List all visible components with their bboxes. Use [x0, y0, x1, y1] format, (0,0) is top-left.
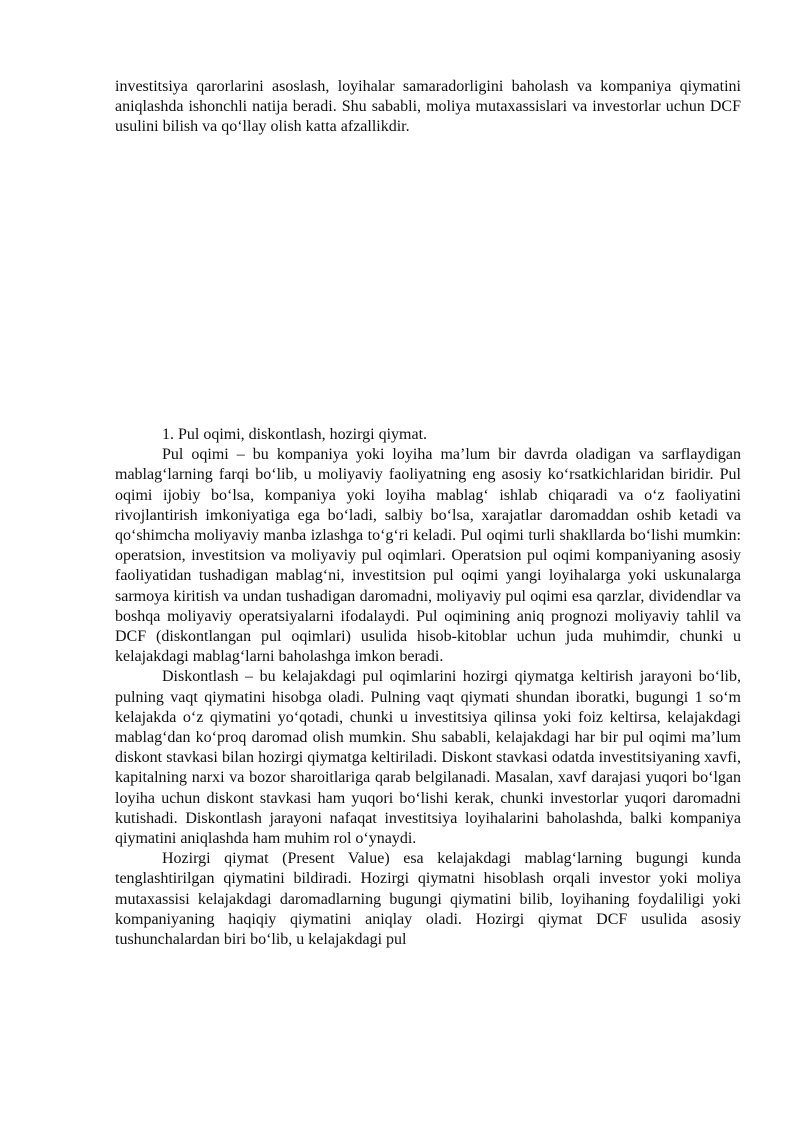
paragraph-pul-oqimi: Pul oqimi – bu kompaniya yoki loyiha ma’lum bir davrda oladigan va sarflaydigan mablag‘larning farqi bo‘lib, u moliyaviy faoliyatning eng asosiy ko‘rsatkichlaridan biridir. Pul oqimi ijobiy bo‘lsa, kompaniya yoki loyiha mablag‘ ishlab chiqaradi va o‘z faoliyatini rivojlantirish imkoniyatiga ega bo‘ladi, salbiy bo‘lsa, xarajatlar daromaddan oshib ketadi va qo‘shimcha moliyaviy manba izlashga to‘g‘ri keladi. Pul oqimi turli shakllarda bo‘lishi mumkin: operatsion, investitsion va moliyaviy pul oqimlari. Operatsion pul oqimi kompaniyaning asosiy faoliyatidan tushadigan mablag‘ni, investitsion pul oqimi yangi loyihalarga yoki uskunalarga sarmoya kiritish va undan tushadigan daromadni, moliyaviy pul oqimi esa qarzlar, dividendlar va boshqa moliyaviy operatsiyalarni ifodalaydi. Pul oqimining aniq prognozi moliyaviy tahlil va DCF (diskontlangan pul oqimlari) usulida hisob-kitoblar uchun juda muhimdir, chunki u kelajakdagi mablag‘larni baholashga imkon beradi.	[115, 446, 741, 666]
paragraph-diskontlash: Diskontlash – bu kelajakdagi pul oqimlarini hozirgi qiymatga keltirish jarayoni bo‘lib, pulning vaqt qiymatini hisobga oladi. Pulning vaqt qiymati shundan iboratki, bugungi 1 so‘m kelajakda o‘z qiymatini yo‘qotadi, chunki u investitsiya qilinsa yoki foiz keltirsa, kelajakdagi mablag‘dan ko‘proq daromad olish mumkin. Shu sababli, kelajakdagi har bir pul oqimi ma’lum diskont stavkasi bilan hozirgi qiymatga keltiriladi. Diskont stavkasi odatda investitsiyaning xavfi, kapitalning narxi va bozor sharoitlariga qarab belgilanadi. Masalan, xavf darajasi yuqori bo‘lgan loyiha uchun diskont stavkasi ham yuqori bo‘lishi kerak, chunki investorlar yuqori daromadni kutishadi. Diskontlash jarayoni nafaqat investitsiya loyihalarini baholashda, balki kompaniya qiymatini aniqlashda ham muhim rol o‘ynaydi.	[115, 668, 741, 848]
paragraph-hozirgi-qiymat: Hozirgi qiymat (Present Value) esa kelajakdagi mablag‘larning bugungi kunda tenglashtirilgan qiymatini bildiradi. Hozirgi qiymatni hisoblash orqali investor yoki moliya mutaxassisi kelajakdagi daromadlarning bugungi qiymatini bilib, loyihaning foydaliligi yoki kompaniyaning haqiqiy qiymatini aniqlay oladi. Hozirgi qiymat DCF usulida asosiy tushunchalardan biri bo‘lib, u kelajakdagi pul	[115, 850, 741, 949]
document-page	[115, 0, 741, 1131]
intro-block	[115, 77, 741, 138]
section-heading: 1. Pul oqimi, diskontlash, hozirgi qiymat.	[162, 426, 428, 443]
section-block	[115, 425, 741, 950]
intro-paragraph: investitsiya qarorlarini asoslash, loyihalar samaradorligini baholash va kompaniya qiymatini aniqlashda ishonchli natija beradi. Shu sababli, moliya mutaxassislari va investorlar uchun DCF usulini bilish va qo‘llay olish katta afzallikdir.	[115, 78, 741, 136]
